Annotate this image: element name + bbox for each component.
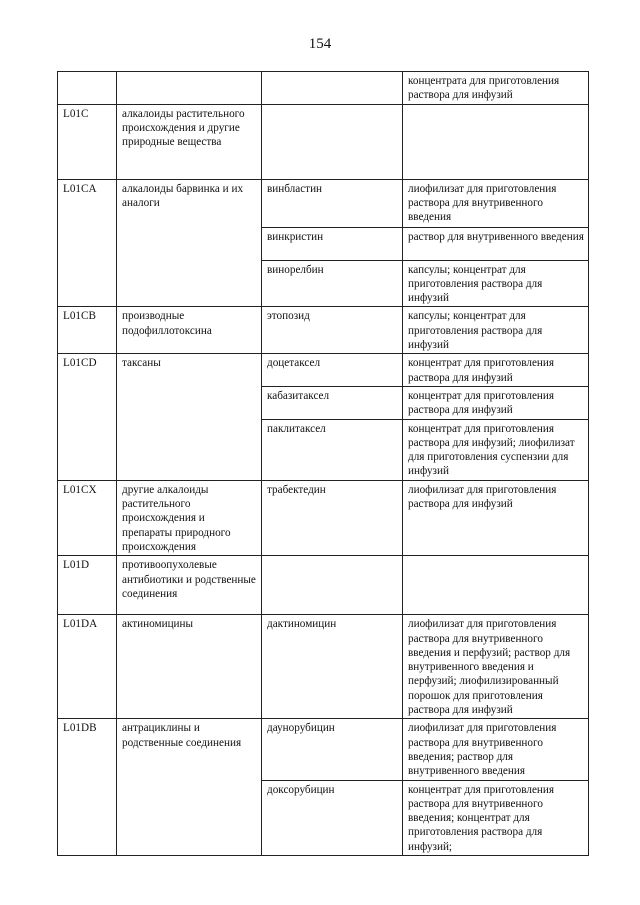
drug-name-cell: паклитаксел	[262, 419, 403, 480]
drug-name-cell: доцетаксел	[262, 354, 403, 387]
drug-name-cell: дактиномицин	[262, 615, 403, 719]
dosage-form-cell: концентрат для приготовления раствора для инфузий; лиофилизат для приготовления суспензии для инфузий	[403, 419, 589, 480]
anatomical-group-cell: таксаны	[117, 354, 262, 480]
table-row	[58, 104, 589, 179]
drug-name-cell	[262, 104, 403, 179]
dosage-form-cell	[403, 556, 589, 615]
dosage-form-cell	[403, 104, 589, 179]
atc-code-cell: L01CB	[58, 307, 117, 354]
dosage-form-cell: лиофилизат для приготовления раствора для внутривенного введения	[403, 179, 589, 227]
anatomical-group-cell: алкалоиды барвинка и их аналоги	[117, 179, 262, 307]
drug-name-cell: кабазитаксел	[262, 386, 403, 419]
table-row	[58, 556, 589, 615]
dosage-form-cell: концентрат для приготовления раствора для инфузий	[403, 386, 589, 419]
dosage-form-cell: лиофилизат для приготовления раствора для внутривенного введения; раствор для внутривенного введения	[403, 719, 589, 780]
drug-name-cell	[262, 72, 403, 105]
page-number: 154	[308, 36, 332, 52]
dosage-form-cell: концентрат для приготовления раствора для внутривенного введения; концентрат для приготовления раствора для инфузий;	[403, 780, 589, 855]
dosage-form-cell: капсулы; концентрат для приготовления раствора для инфузий	[403, 307, 589, 354]
drug-classification-table	[57, 71, 589, 856]
drug-name-cell: винорелбин	[262, 260, 403, 307]
anatomical-group-cell: антрациклины и родственные соединения	[117, 719, 262, 856]
atc-code-cell: L01C	[58, 104, 117, 179]
drug-name-cell	[262, 556, 403, 615]
table-row	[58, 719, 589, 780]
table-row	[58, 307, 589, 354]
atc-code-cell: L01CA	[58, 179, 117, 307]
table-row	[58, 480, 589, 555]
table-row	[58, 179, 589, 227]
dosage-form-cell: лиофилизат для приготовления раствора для инфузий	[403, 480, 589, 555]
drug-name-cell: винбластин	[262, 179, 403, 227]
atc-code-cell: L01DB	[58, 719, 117, 856]
anatomical-group-cell	[117, 72, 262, 105]
dosage-form-cell: концентрат для приготовления раствора для инфузий	[403, 354, 589, 387]
table-row	[58, 615, 589, 719]
atc-code-cell	[58, 72, 117, 105]
dosage-form-cell: концентрата для приготовления раствора для инфузий	[403, 72, 589, 105]
anatomical-group-cell: противоопухолевые антибиотики и родственные соединения	[117, 556, 262, 615]
anatomical-group-cell: производные подофиллотоксина	[117, 307, 262, 354]
drug-name-cell: доксорубицин	[262, 780, 403, 855]
drug-name-cell: этопозид	[262, 307, 403, 354]
atc-code-cell: L01CX	[58, 480, 117, 555]
table-row	[58, 354, 589, 387]
atc-code-cell: L01DA	[58, 615, 117, 719]
atc-code-cell: L01CD	[58, 354, 117, 480]
table-row	[58, 72, 589, 105]
anatomical-group-cell: алкалоиды растительного происхождения и другие природные вещества	[117, 104, 262, 179]
dosage-form-cell: раствор для внутривенного введения	[403, 227, 589, 260]
drug-name-cell: винкристин	[262, 227, 403, 260]
atc-code-cell: L01D	[58, 556, 117, 615]
drug-name-cell: трабектедин	[262, 480, 403, 555]
anatomical-group-cell: другие алкалоиды растительного происхождения и препараты природного происхождения	[117, 480, 262, 555]
drug-name-cell: даунорубицин	[262, 719, 403, 780]
dosage-form-cell: капсулы; концентрат для приготовления раствора для инфузий	[403, 260, 589, 307]
anatomical-group-cell: актиномицины	[117, 615, 262, 719]
dosage-form-cell: лиофилизат для приготовления раствора для внутривенного введения и перфузий; раствор для внутривенного введения и перфузий; лиофилизированный порошок для приготовления раствора для инфузий	[403, 615, 589, 719]
